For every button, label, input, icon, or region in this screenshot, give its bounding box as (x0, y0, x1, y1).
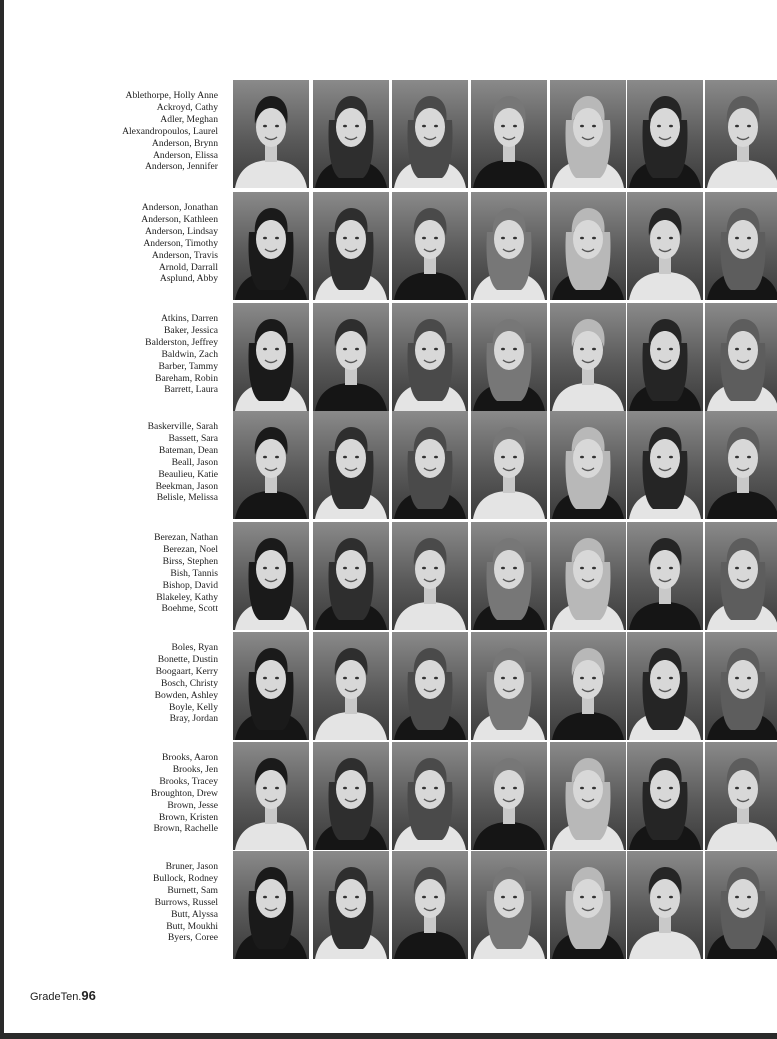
student-name: Ackroyd, Cathy (156, 101, 218, 113)
student-portrait-photo (705, 192, 777, 300)
student-portrait-photo (471, 522, 547, 630)
student-portrait-photo (471, 303, 547, 411)
student-portrait-photo (392, 192, 468, 300)
student-portrait-photo (627, 742, 703, 850)
student-portrait-photo (313, 632, 389, 740)
portrait-row (0, 632, 777, 740)
student-name: Boehme, Scott (161, 603, 218, 615)
portrait-row (0, 522, 777, 630)
student-name: Baskerville, Sarah (147, 421, 218, 432)
student-portrait-photo (392, 851, 468, 959)
student-name: Beekman, Jason (155, 480, 218, 492)
student-name: Bishop, David (162, 579, 218, 591)
student-name: Brooks, Jen (172, 763, 218, 775)
student-name: Bruner, Jason (165, 861, 218, 872)
student-name: Bullock, Rodney (152, 872, 218, 884)
student-name: Anderson, Elissa (152, 149, 218, 161)
student-portrait-photo (471, 742, 547, 850)
portrait-row (0, 742, 777, 850)
student-name: Boyle, Kelly (168, 701, 218, 713)
student-portrait-photo (233, 411, 309, 519)
student-name: Atkins, Darren (160, 313, 218, 324)
student-name-list (60, 90, 218, 173)
student-portrait-photo (705, 80, 777, 188)
student-portrait-photo (392, 303, 468, 411)
student-name: Anderson, Travis (151, 249, 218, 261)
student-portrait-photo (313, 192, 389, 300)
student-name: Broughton, Drew (150, 787, 218, 799)
student-name: Butt, Alyssa (171, 908, 218, 920)
student-name-list (60, 752, 218, 835)
student-name: Bosch, Christy (160, 677, 218, 689)
student-name-list (60, 313, 218, 396)
student-name: Barrett, Laura (164, 384, 218, 396)
student-portrait-photo (233, 80, 309, 188)
student-portrait-photo (233, 742, 309, 850)
footer-page-number: 96 (81, 988, 96, 1003)
student-name: Ablethorpe, Holly Anne (125, 90, 218, 101)
student-name: Butt, Moukhi (166, 920, 218, 932)
student-portrait-photo (550, 851, 626, 959)
student-name: Byers, Coree (167, 932, 218, 944)
portrait-row (0, 411, 777, 519)
student-portrait-photo (471, 851, 547, 959)
student-portrait-photo (233, 303, 309, 411)
student-name: Brooks, Tracey (159, 775, 218, 787)
student-name: Alexandropoulos, Laurel (122, 125, 218, 137)
student-portrait-photo (705, 411, 777, 519)
student-portrait-photo (471, 192, 547, 300)
student-name: Arnold, Darrall (158, 261, 218, 273)
student-portrait-photo (313, 303, 389, 411)
student-name: Anderson, Jennifer (145, 161, 218, 173)
student-portrait-photo (392, 411, 468, 519)
student-name-list (60, 642, 218, 725)
student-name: Barber, Tammy (158, 360, 218, 372)
student-portrait-photo (392, 632, 468, 740)
student-name: Burrows, Russel (154, 896, 218, 908)
student-name: Baker, Jessica (164, 324, 218, 336)
student-portrait-photo (550, 411, 626, 519)
student-name: Brooks, Aaron (162, 752, 218, 763)
student-portrait-photo (627, 192, 703, 300)
student-name-list (60, 532, 218, 615)
student-name: Anderson, Brynn (151, 137, 218, 149)
student-name: Brown, Rachelle (153, 823, 218, 835)
student-portrait-photo (313, 80, 389, 188)
student-portrait-photo (550, 80, 626, 188)
student-portrait-photo (313, 522, 389, 630)
student-portrait-photo (313, 851, 389, 959)
student-name: Adler, Meghan (160, 113, 218, 125)
student-name: Bowden, Ashley (154, 689, 218, 701)
student-portrait-photo (471, 411, 547, 519)
student-name: Asplund, Abby (159, 273, 218, 285)
student-name: Bassett, Sara (168, 432, 218, 444)
student-portrait-photo (233, 632, 309, 740)
student-name: Boogaart, Kerry (155, 665, 218, 677)
student-portrait-photo (627, 80, 703, 188)
student-portrait-photo (627, 411, 703, 519)
student-name: Beaulieu, Katie (158, 468, 218, 480)
student-portrait-photo (627, 632, 703, 740)
student-name: Brown, Jesse (167, 799, 218, 811)
student-name: Blakeley, Kathy (156, 591, 218, 603)
student-portrait-photo (392, 80, 468, 188)
student-portrait-photo (627, 303, 703, 411)
student-portrait-photo (550, 303, 626, 411)
student-name: Bray, Jordan (169, 713, 218, 725)
student-name: Anderson, Jonathan (141, 202, 218, 213)
portrait-row (0, 851, 777, 959)
student-name: Beall, Jason (171, 456, 218, 468)
student-portrait-photo (627, 851, 703, 959)
student-portrait-photo (627, 522, 703, 630)
student-name: Boles, Ryan (171, 642, 218, 653)
student-portrait-photo (392, 742, 468, 850)
student-portrait-photo (550, 632, 626, 740)
student-portrait-photo (313, 742, 389, 850)
student-name: Bateman, Dean (158, 444, 218, 456)
student-portrait-photo (705, 522, 777, 630)
student-portrait-photo (471, 80, 547, 188)
student-name: Anderson, Kathleen (141, 213, 218, 225)
student-name: Brown, Kristen (158, 811, 218, 823)
student-name: Burnett, Sam (167, 884, 218, 896)
student-portrait-photo (313, 411, 389, 519)
portrait-row (0, 192, 777, 300)
student-name: Birss, Stephen (162, 555, 218, 567)
student-name: Anderson, Lindsay (144, 225, 218, 237)
student-portrait-photo (233, 192, 309, 300)
student-name: Bareham, Robin (155, 372, 218, 384)
student-portrait-photo (705, 742, 777, 850)
student-name-list (60, 861, 218, 944)
student-name: Belisle, Melissa (156, 492, 218, 504)
page-footer (30, 988, 96, 1003)
student-name-list (60, 202, 218, 285)
student-portrait-photo (705, 632, 777, 740)
student-portrait-photo (233, 522, 309, 630)
student-name: Balderston, Jeffrey (145, 336, 218, 348)
student-name: Berezan, Noel (163, 543, 218, 555)
student-portrait-photo (392, 522, 468, 630)
student-name: Anderson, Timothy (143, 237, 218, 249)
student-name: Bish, Tannis (170, 567, 218, 579)
portrait-row (0, 80, 777, 188)
student-portrait-photo (233, 851, 309, 959)
student-name-list (60, 421, 218, 504)
student-portrait-photo (550, 522, 626, 630)
student-portrait-photo (550, 192, 626, 300)
student-portrait-photo (471, 632, 547, 740)
student-portrait-photo (705, 851, 777, 959)
student-portrait-photo (550, 742, 626, 850)
student-name: Baldwin, Zach (161, 348, 218, 360)
footer-section-label: GradeTen. (30, 991, 82, 1003)
student-portrait-photo (705, 303, 777, 411)
student-name: Bonette, Dustin (157, 653, 218, 665)
student-name: Berezan, Nathan (154, 532, 218, 543)
portrait-row (0, 303, 777, 411)
